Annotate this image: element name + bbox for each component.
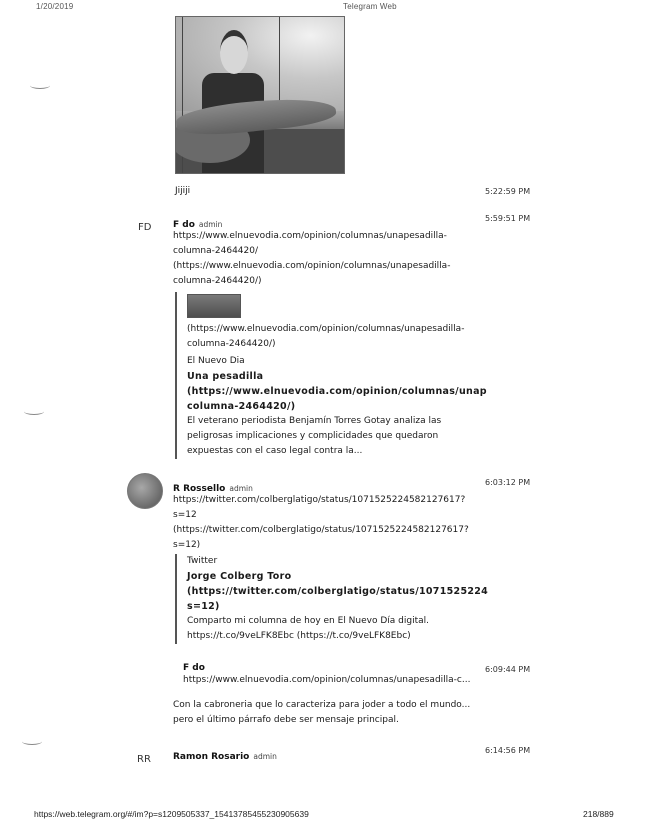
message-link[interactable]: https://twitter.com/colberglatigo/status/1071525224582127617? [173, 495, 466, 505]
avatar-initials[interactable]: RR [137, 754, 151, 765]
preview-thumb-link[interactable]: (https://www.elnuevodia.com/opinion/columnas/unapesadilla- [187, 324, 465, 334]
preview-site: El Nuevo Dia [187, 356, 245, 366]
message-body [173, 229, 450, 289]
message-link[interactable]: columna-2464420/ [173, 246, 259, 256]
message-text: pero el último párrafo debe ser mensaje principal. [173, 715, 399, 725]
print-url: https://web.telegram.org/#/im?p=s1209505337_15413785455230905639 [34, 809, 309, 819]
link-preview[interactable] [175, 554, 497, 644]
message-link[interactable]: columna-2464420/) [173, 276, 262, 286]
preview-title-link[interactable]: (https://twitter.com/colberglatigo/status/1071525224 [187, 586, 489, 597]
preview-site: Twitter [187, 556, 218, 566]
preview-thumb-link[interactable]: columna-2464420/) [187, 339, 276, 349]
print-date: 1/20/2019 [36, 2, 74, 11]
message-link[interactable]: s=12 [173, 510, 197, 520]
role-badge: admin [198, 220, 223, 229]
reply-text: https://www.elnuevodia.com/opinion/columnas/unapesadilla-c... [183, 675, 471, 685]
preview-title[interactable]: Una pesadilla [187, 371, 264, 382]
link-preview[interactable] [175, 292, 497, 459]
scan-artifact [22, 738, 42, 745]
message-text: Con la cabroneria que lo caracteriza para joder a todo el mundo... [173, 700, 471, 710]
preview-description: https://t.co/9veLFK8Ebc (https://t.co/9veLFK8Ebc) [187, 631, 411, 641]
message-body [173, 493, 469, 553]
preview-description: peligrosas implicaciones y complicidades que quedaron [187, 431, 439, 441]
message-link[interactable]: (https://www.elnuevodia.com/opinion/columnas/unapesadilla- [173, 261, 451, 271]
avatar[interactable] [127, 473, 163, 509]
message-link[interactable]: (https://twitter.com/colberglatigo/status/1071525224582127617? [173, 525, 469, 535]
message-time: 5:22:59 PM [485, 187, 531, 196]
preview-title-link[interactable]: (https://www.elnuevodia.com/opinion/columnas/unap [187, 386, 487, 397]
message-link[interactable]: s=12) [173, 540, 201, 550]
preview-title-link[interactable]: columna-2464420/) [187, 401, 296, 412]
scan-artifact [24, 408, 44, 415]
avatar-initials[interactable]: FD [138, 222, 152, 233]
sender-name[interactable]: Ramon Rosario [173, 752, 250, 762]
message-body [173, 698, 470, 728]
role-badge: admin [253, 752, 277, 761]
message-text: Jijiji [175, 186, 191, 196]
sender-name[interactable]: R Rossello [173, 484, 226, 494]
reply-quote[interactable] [183, 663, 470, 688]
reply-sender: F do [183, 663, 205, 673]
message-link[interactable]: https://www.elnuevodia.com/opinion/columnas/unapesadilla- [173, 231, 447, 241]
page-number: 218/889 [583, 809, 614, 819]
preview-title[interactable]: Jorge Colberg Toro [187, 571, 292, 582]
sender-name[interactable]: F do [173, 220, 195, 230]
photo-message[interactable] [175, 16, 345, 174]
message-time: 6:14:56 PM [485, 746, 531, 755]
preview-description: Comparto mi columna de hoy en El Nuevo Día digital. [187, 616, 429, 626]
message-header [173, 744, 277, 763]
preview-description: El veterano periodista Benjamín Torres Gotay analiza las [187, 416, 442, 426]
role-badge: admin [229, 484, 253, 493]
message-time: 5:59:51 PM [485, 214, 531, 223]
preview-title-link[interactable]: s=12) [187, 601, 220, 612]
message-time: 6:03:12 PM [485, 478, 531, 487]
preview-thumbnail[interactable] [187, 294, 241, 318]
preview-description: expuestas con el caso legal contra la... [187, 446, 363, 456]
scan-artifact [30, 82, 50, 89]
message-time: 6:09:44 PM [485, 665, 531, 674]
print-title: Telegram Web [343, 2, 397, 11]
